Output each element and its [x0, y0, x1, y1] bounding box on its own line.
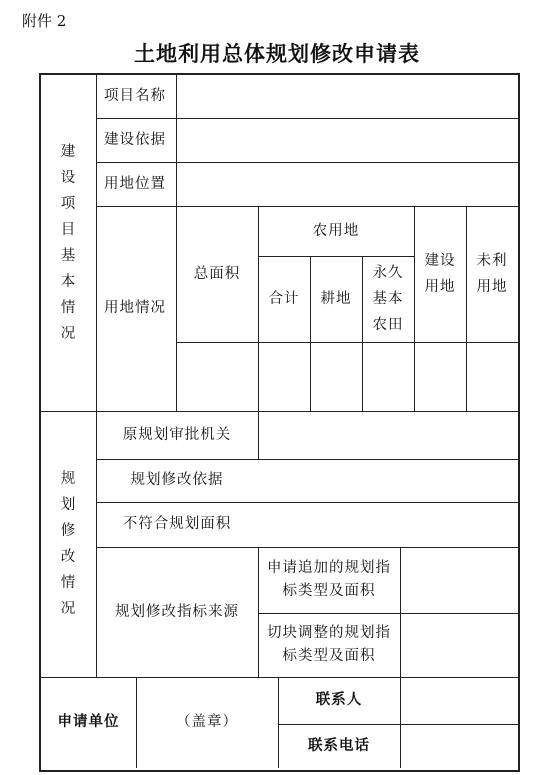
field-subtotal[interactable]: [259, 343, 310, 411]
field-basic-farmland[interactable]: [363, 343, 414, 411]
field-contact-person[interactable]: [401, 678, 516, 724]
field-construction-basis[interactable]: [177, 119, 516, 162]
field-total-area[interactable]: [177, 343, 258, 411]
field-approval-organ[interactable]: [259, 412, 516, 459]
header-unused-land-text: 未利用地: [476, 253, 508, 295]
section-label-project-text: 建设项目基本情况: [60, 144, 77, 342]
header-basic-farmland-text: 永久基本农田: [372, 265, 404, 333]
label-contact-person: 联系人: [315, 692, 363, 708]
field-contact-phone[interactable]: [401, 725, 516, 768]
field-cultivated-land[interactable]: [311, 343, 362, 411]
header-construction-land-text: 建设用地: [424, 253, 456, 295]
label-contact-phone: 联系电话: [308, 737, 370, 754]
field-unused-land[interactable]: [467, 343, 516, 411]
label-land-use: 用地情况: [104, 300, 166, 316]
label-index-source: 规划修改指标来源: [115, 603, 239, 620]
field-noncompliant-area[interactable]: [259, 503, 516, 547]
annex-label: 附件 2: [22, 12, 67, 30]
header-cultivated-land: 耕地: [320, 290, 352, 307]
field-added-index[interactable]: [401, 548, 516, 613]
header-total-area: 总面积: [193, 265, 241, 282]
label-applicant: 申请单位: [57, 714, 120, 730]
label-project-name: 项目名称: [104, 88, 166, 104]
header-subtotal: 合计: [268, 290, 300, 307]
label-added-index: 申请追加的规划指标类型及面积: [267, 560, 391, 599]
seal-area[interactable]: （盖章）: [176, 714, 238, 730]
label-change-basis: 规划修改依据: [130, 472, 224, 488]
header-basic-farmland: [362, 256, 414, 342]
field-construction-land[interactable]: [415, 343, 466, 411]
header-unused-land: [466, 206, 518, 342]
label-approval-organ: 原规划审批机关: [122, 426, 232, 443]
label-construction-basis: 建设依据: [104, 131, 166, 148]
label-adjusted-index: 切块调整的规划指标类型及面积: [267, 625, 391, 664]
label-noncompliant-area: 不符合规划面积: [122, 516, 232, 532]
field-land-location[interactable]: [177, 163, 516, 206]
section-label-plan-change: [41, 411, 96, 677]
field-change-basis[interactable]: [259, 460, 516, 502]
section-label-project: [41, 75, 96, 411]
field-adjusted-index[interactable]: [401, 614, 516, 677]
form-title: 土地利用总体规划修改申请表: [134, 42, 420, 66]
section-label-plan-change-text: 规划修改情况: [60, 471, 77, 617]
header-construction-land: [414, 206, 466, 342]
field-project-name[interactable]: [177, 75, 516, 118]
header-agricultural-land: 农用地: [312, 222, 360, 239]
label-land-location: 用地位置: [104, 175, 166, 192]
